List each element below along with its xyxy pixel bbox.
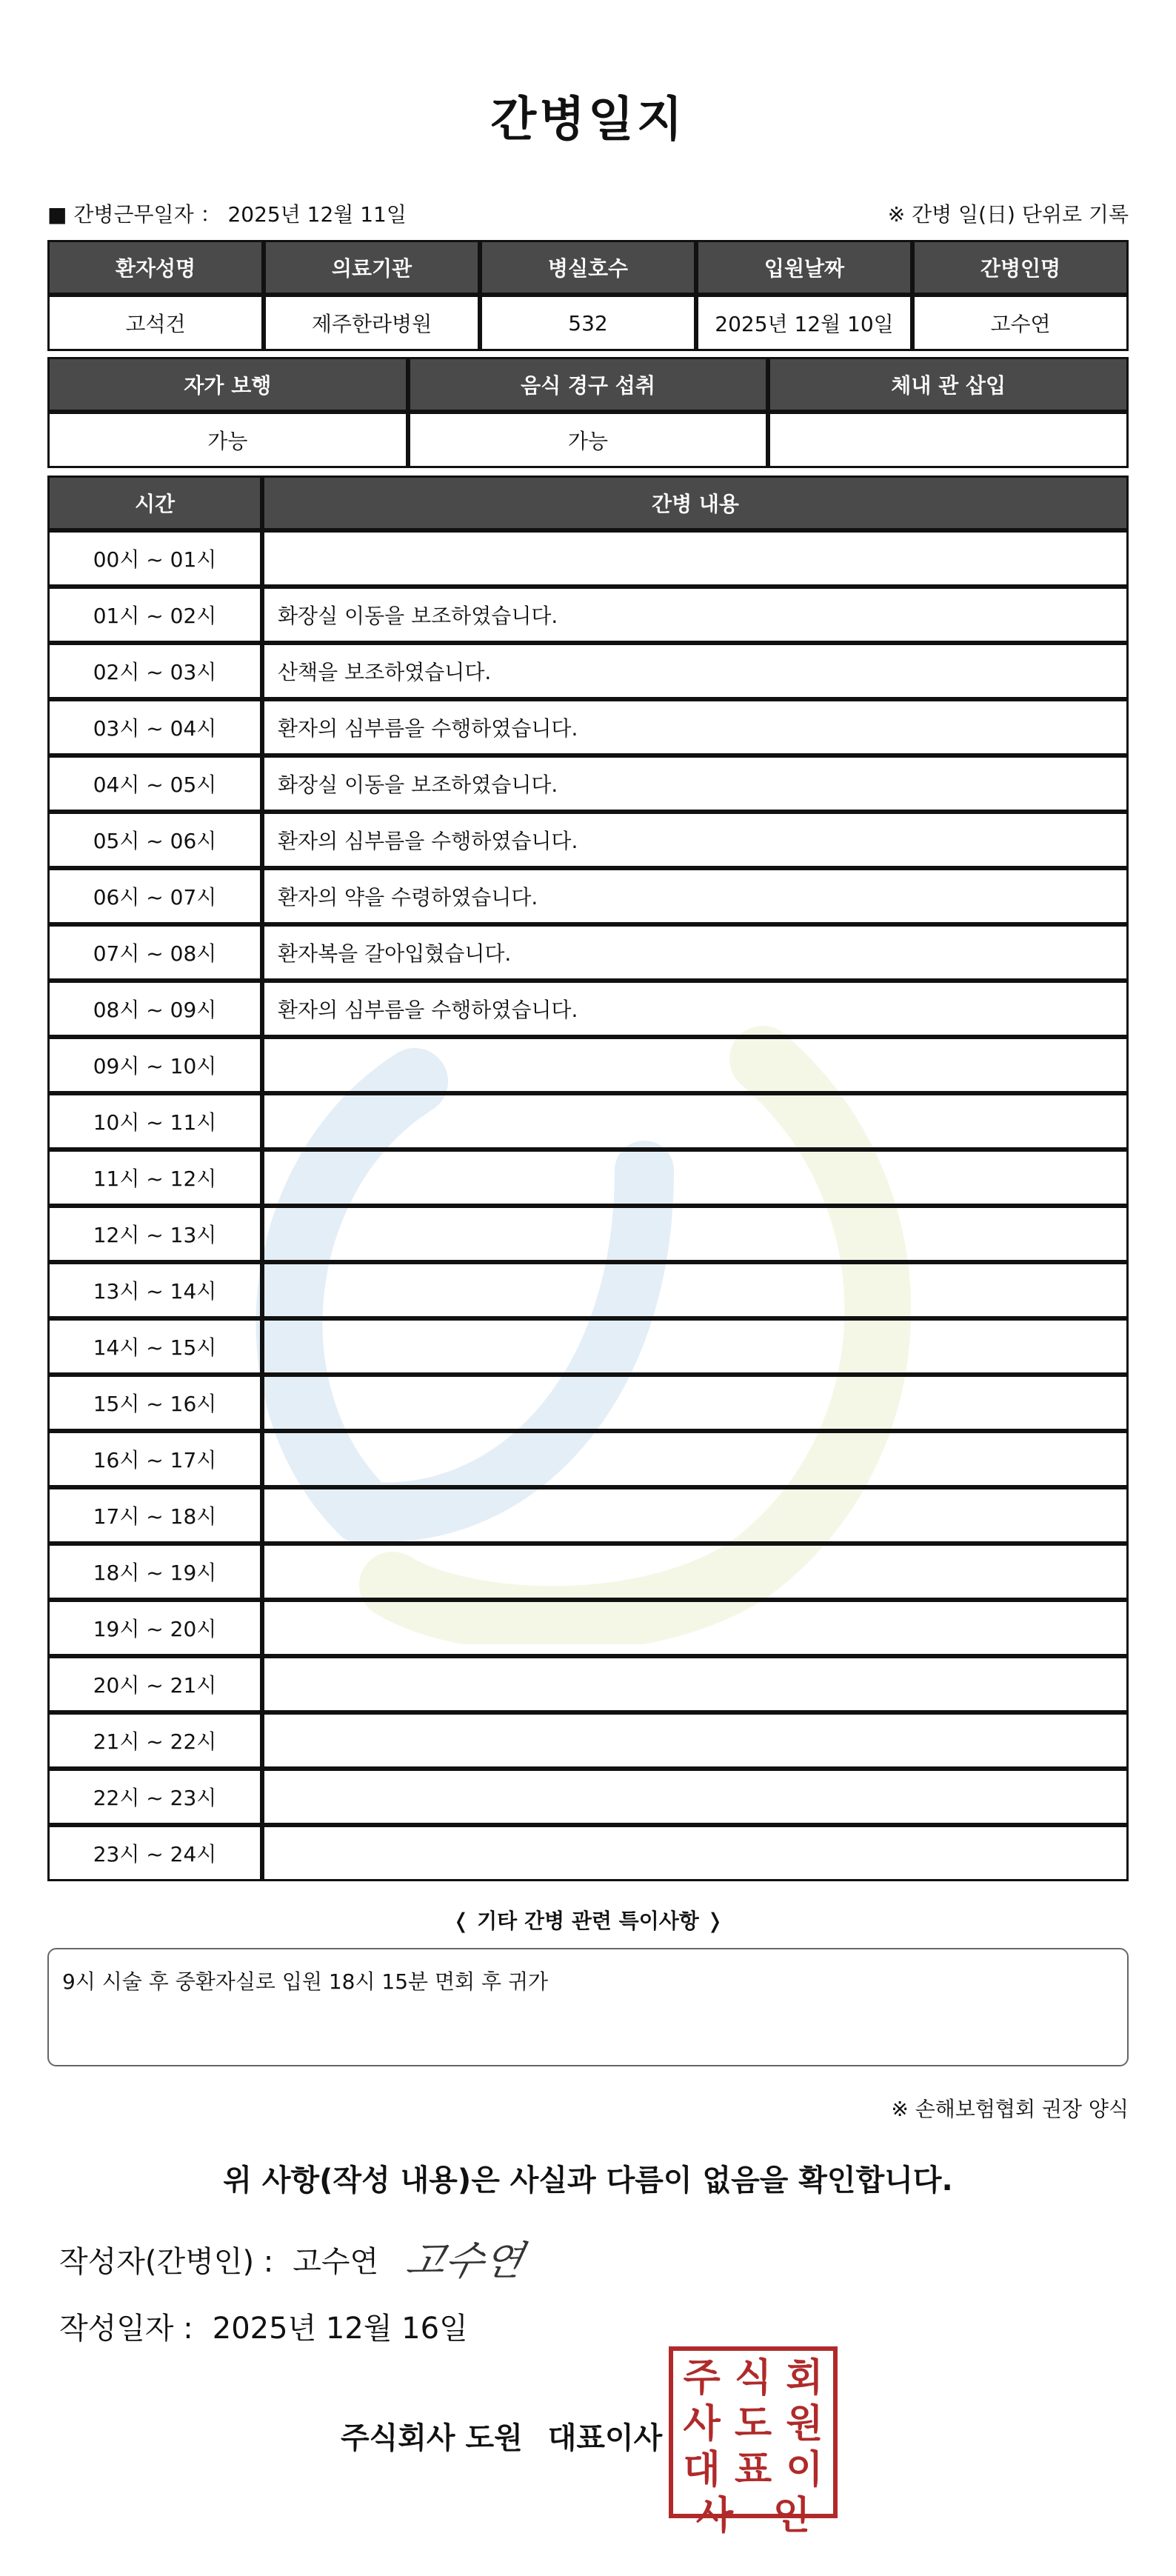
table-row — [47, 1712, 1129, 1769]
care-content: 화장실 이동을 보조하였습니다. — [262, 755, 1129, 812]
handwritten-signature: 고수연 — [401, 2238, 528, 2284]
table-row — [47, 755, 1129, 812]
care-content: 산책을 보조하였습니다. — [262, 643, 1129, 699]
table-row — [47, 1093, 1129, 1149]
time-slot: 11시 ~ 12시 — [47, 1149, 262, 1206]
room-number: 532 — [480, 295, 696, 351]
tube-insertion-value — [768, 412, 1129, 468]
patient-status-table — [47, 357, 1129, 468]
seal-glyph: 인 — [772, 2494, 811, 2538]
care-content: 환자복을 갈아입혔습니다. — [262, 924, 1129, 981]
care-content: 환자의 심부름을 수행하였습니다. — [262, 981, 1129, 1037]
table-row — [47, 1487, 1129, 1544]
date-line — [59, 2305, 468, 2347]
care-content — [262, 1656, 1129, 1712]
header-caregiver: 간병인명 — [912, 240, 1129, 295]
unit-note: ※ 간병 일(日) 단위로 기록 — [887, 202, 1129, 227]
table-row — [47, 868, 1129, 924]
time-slot: 10시 ~ 11시 — [47, 1093, 262, 1149]
seal-glyph: 표 — [734, 2448, 772, 2492]
care-content — [262, 1318, 1129, 1375]
care-content — [262, 1149, 1129, 1206]
care-content — [262, 1769, 1129, 1825]
time-slot: 04시 ~ 05시 — [47, 755, 262, 812]
notes-title: ❬ 기타 간병 관련 특이사항 ❭ — [452, 1909, 724, 1933]
patient-name: 고석건 — [47, 295, 264, 351]
time-slot: 14시 ~ 15시 — [47, 1318, 262, 1375]
time-slot: 07시 ~ 08시 — [47, 924, 262, 981]
table-row — [47, 924, 1129, 981]
table-row — [47, 1206, 1129, 1262]
writer-label: 작성자(간병인) : — [59, 2245, 274, 2279]
time-slot: 19시 ~ 20시 — [47, 1600, 262, 1656]
care-content — [262, 1544, 1129, 1600]
header-patient-name: 환자성명 — [47, 240, 264, 295]
care-content — [262, 1206, 1129, 1262]
seal-glyph: 식 — [734, 2356, 772, 2400]
seal-glyph: 사 — [683, 2402, 721, 2446]
table-row — [47, 1149, 1129, 1206]
company-title: 대표이사 — [547, 2421, 663, 2455]
table-row — [47, 587, 1129, 643]
care-content — [262, 1037, 1129, 1093]
seal-glyph: 원 — [786, 2402, 823, 2446]
seal-glyph: 주 — [683, 2356, 721, 2400]
table-row — [47, 1769, 1129, 1825]
confirmation-statement: 위 사항(작성 내용)은 사실과 다름이 없음을 확인합니다. — [223, 2163, 953, 2198]
header-oral-intake: 음식 경구 섭취 — [408, 357, 769, 412]
work-date: ■ 간병근무일자 ： 2025년 12월 11일 — [47, 202, 407, 227]
oral-intake-value: 가능 — [408, 412, 769, 468]
care-content: 환자의 약을 수령하였습니다. — [262, 868, 1129, 924]
header-care-content: 간병 내용 — [262, 476, 1129, 530]
seal-glyph: 사 — [695, 2494, 734, 2538]
time-slot: 09시 ~ 10시 — [47, 1037, 262, 1093]
care-content — [262, 1431, 1129, 1487]
care-content: 화장실 이동을 보조하였습니다. — [262, 587, 1129, 643]
time-slot: 00시 ~ 01시 — [47, 530, 262, 587]
seal-glyph: 대 — [683, 2448, 721, 2492]
care-content — [262, 530, 1129, 587]
care-content: 환자의 심부름을 수행하였습니다. — [262, 812, 1129, 868]
table-row — [47, 1600, 1129, 1656]
company-seal-stamp — [669, 2346, 838, 2538]
table-row — [47, 812, 1129, 868]
header-admission-date: 입원날짜 — [696, 240, 912, 295]
page-title: 간병일지 — [490, 93, 686, 147]
table-row — [47, 530, 1129, 587]
table-row — [47, 1318, 1129, 1375]
time-slot: 13시 ~ 14시 — [47, 1262, 262, 1318]
time-slot: 06시 ~ 07시 — [47, 868, 262, 924]
notes-text: 9시 시술 후 중환자실로 입원 18시 15분 면회 후 귀가 — [62, 1969, 549, 1994]
company-name: 주식회사 도원 — [341, 2421, 523, 2455]
table-row — [47, 1431, 1129, 1487]
table-row — [47, 1544, 1129, 1600]
care-content — [262, 1093, 1129, 1149]
caregiver-name: 고수연 — [912, 295, 1129, 351]
time-slot: 17시 ~ 18시 — [47, 1487, 262, 1544]
care-content — [262, 1600, 1129, 1656]
header-room: 병실호수 — [480, 240, 696, 295]
self-walking-value: 가능 — [47, 412, 408, 468]
time-slot: 23시 ~ 24시 — [47, 1825, 262, 1881]
care-content — [262, 1262, 1129, 1318]
time-slot: 02시 ~ 03시 — [47, 643, 262, 699]
meta-row — [47, 194, 1129, 230]
table-row — [47, 1262, 1129, 1318]
time-slot: 15시 ~ 16시 — [47, 1375, 262, 1431]
writer-line — [59, 2238, 378, 2280]
care-content — [262, 1825, 1129, 1881]
care-content: 환자의 심부름을 수행하였습니다. — [262, 699, 1129, 755]
log-rows — [47, 530, 1129, 1881]
time-slot: 12시 ~ 13시 — [47, 1206, 262, 1262]
care-content — [262, 1375, 1129, 1431]
time-slot: 16시 ~ 17시 — [47, 1431, 262, 1487]
seal-glyph: 이 — [786, 2448, 823, 2492]
date-value: 2025년 12월 16일 — [212, 2312, 468, 2346]
hospital-name: 제주한라병원 — [264, 295, 480, 351]
time-slot: 08시 ~ 09시 — [47, 981, 262, 1037]
header-time: 시간 — [47, 476, 262, 530]
time-slot: 20시 ~ 21시 — [47, 1656, 262, 1712]
time-slot: 21시 ~ 22시 — [47, 1712, 262, 1769]
time-slot: 22시 ~ 23시 — [47, 1769, 262, 1825]
time-slot: 18시 ~ 19시 — [47, 1544, 262, 1600]
notes-box — [47, 1948, 1129, 2066]
writer-name: 고수연 — [293, 2245, 379, 2279]
header-hospital: 의료기관 — [264, 240, 480, 295]
time-slot: 05시 ~ 06시 — [47, 812, 262, 868]
table-row — [47, 699, 1129, 755]
table-row — [47, 1825, 1129, 1881]
company-line — [341, 2415, 687, 2457]
hourly-log-table — [47, 476, 1129, 1881]
patient-info-table — [47, 240, 1129, 351]
table-row — [47, 1656, 1129, 1712]
time-slot: 03시 ~ 04시 — [47, 699, 262, 755]
date-label: 작성일자 : — [59, 2312, 193, 2346]
header-self-walking: 자가 보행 — [47, 357, 408, 412]
care-content — [262, 1712, 1129, 1769]
seal-glyph: 회 — [786, 2356, 823, 2400]
time-slot: 01시 ~ 02시 — [47, 587, 262, 643]
form-source-note: ※ 손해보험협회 권장 양식 — [891, 2097, 1129, 2121]
seal-glyph: 도 — [734, 2402, 772, 2446]
table-row — [47, 1375, 1129, 1431]
table-row — [47, 981, 1129, 1037]
care-content — [262, 1487, 1129, 1544]
header-tube-insertion: 체내 관 삽입 — [768, 357, 1129, 412]
table-row — [47, 1037, 1129, 1093]
table-row — [47, 643, 1129, 699]
admission-date: 2025년 12월 10일 — [696, 295, 912, 351]
